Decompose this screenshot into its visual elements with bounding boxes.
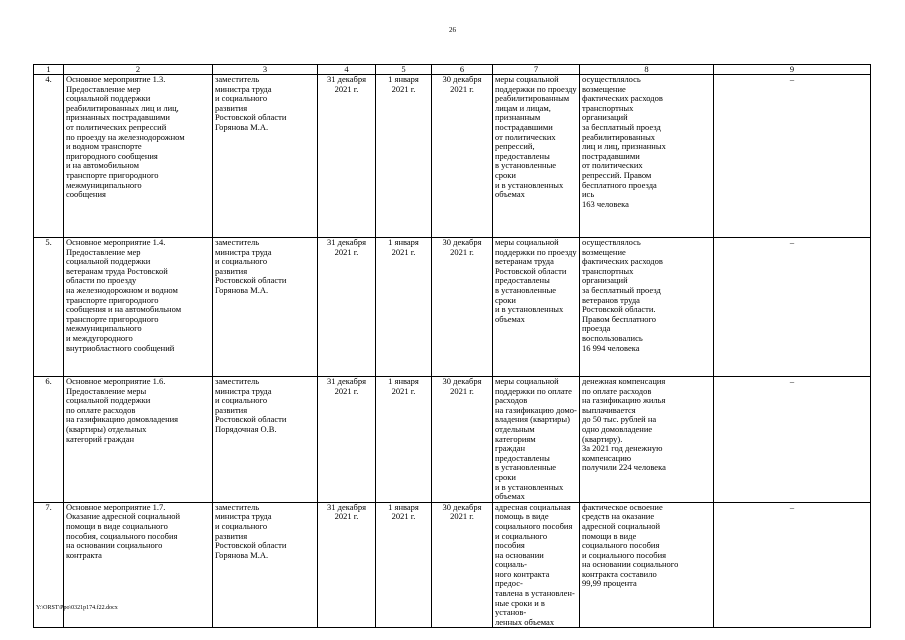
note-cell: – <box>714 75 871 238</box>
start-date-cell: 1 января 2021 г. <box>376 502 432 628</box>
end-date-cell: 30 декабря 2021 г. <box>432 238 493 377</box>
header-cell: 1 <box>34 65 64 75</box>
report-table <box>33 64 871 628</box>
actual-result-cell: фактическое освоение средств на оказание адресной социальной помощи в виде социального пособия и социального пособия на основании социального контракта составило 99,99 процента <box>580 502 714 628</box>
planned-date-cell: 31 декабря 2021 г. <box>318 75 376 238</box>
planned-result-cell: меры социальной поддержки по оплате расходов на газификацию домо- владения (квартиры) отдельным категориям граждан предоставлены в установленные сроки и в установленных объемах <box>493 377 580 503</box>
planned-result-cell: адресная социальная помощь в виде социального пособия и социального пособия на основании социаль- ного контракта предос- тавлена в установлен- ные сроки и в установ- ленных объемах <box>493 502 580 628</box>
table-row <box>34 75 871 238</box>
responsible-cell: заместитель министра труда и социального развития Ростовской области Порядочная О.В. <box>213 377 318 503</box>
table-header-row <box>34 65 871 75</box>
planned-result-cell: меры социальной поддержки по проезду ветеранам труда Ростовской области предоставлены в установленные сроки и в установленных объемах <box>493 238 580 377</box>
note-cell: – <box>714 238 871 377</box>
end-date-cell: 30 декабря 2021 г. <box>432 75 493 238</box>
responsible-cell: заместитель министра труда и социального развития Ростовской области Горянова М.А. <box>213 75 318 238</box>
responsible-cell: заместитель министра труда и социального развития Ростовской области Горянова М.А. <box>213 502 318 628</box>
planned-date-cell: 31 декабря 2021 г. <box>318 502 376 628</box>
note-cell: – <box>714 377 871 503</box>
page-number: 26 <box>449 26 456 34</box>
table-row <box>34 238 871 377</box>
event-cell: Основное мероприятие 1.7. Оказание адресной социальной помощи в виде социального пособия, социального пособия на основании социального контракта <box>64 502 213 628</box>
event-cell: Основное мероприятие 1.4. Предоставление мер социальной поддержки ветеранам труда Ростовской области по проезду на железнодорожном и водном транспорте пригородного сообщения и на автомобильном транспорте пригородного межмуниципального и междугородного внутриобластного сообщений <box>64 238 213 377</box>
end-date-cell: 30 декабря 2021 г. <box>432 502 493 628</box>
event-cell: Основное мероприятие 1.6. Предоставление меры социальной поддержки по оплате расходов на газификацию домовладения (квартиры) отдельных категорий граждан <box>64 377 213 503</box>
row-number: 7. <box>34 502 64 628</box>
start-date-cell: 1 января 2021 г. <box>376 238 432 377</box>
header-cell: 3 <box>213 65 318 75</box>
end-date-cell: 30 декабря 2021 г. <box>432 377 493 503</box>
row-number: 6. <box>34 377 64 503</box>
planned-result-cell: меры социальной поддержки по проезду реабилитированным лицам и лицам, признанным пострадавшими от политических репрессий, предоставлены в установленные сроки и в установленных объемах <box>493 75 580 238</box>
header-cell: 9 <box>714 65 871 75</box>
event-cell: Основное мероприятие 1.3. Предоставление мер социальной поддержки реабилитированных лиц и лиц, признанных пострадавшими от политических репрессий по проезду на железнодорожном и водном транспорте пригородного сообщения и на автомобильном транспорте пригородного межмуниципального сообщения <box>64 75 213 238</box>
actual-result-cell: денежная компенсация по оплате расходов на газификацию жилья выплачивается до 50 тыс. рублей на одно домовладение (квартиру). За 2021 год денежную компенсацию получили 224 человека <box>580 377 714 503</box>
header-cell: 4 <box>318 65 376 75</box>
planned-date-cell: 31 декабря 2021 г. <box>318 238 376 377</box>
header-cell: 8 <box>580 65 714 75</box>
actual-result-cell: осуществлялось возмещение фактических расходов транспортных организаций за бесплатный проезд ветеранов труда Ростовской области. Правом бесплатного проезда воспользовались 16 994 человека <box>580 238 714 377</box>
planned-date-cell: 31 декабря 2021 г. <box>318 377 376 503</box>
file-path-footer: Y:\ORST\Ppo\0321p174.f22.docx <box>36 605 118 611</box>
responsible-cell: заместитель министра труда и социального развития Ростовской области Горянова М.А. <box>213 238 318 377</box>
note-cell: – <box>714 502 871 628</box>
header-cell: 2 <box>64 65 213 75</box>
actual-result-cell: осуществлялось возмещение фактических расходов транспортных организаций за бесплатный проезд реабилитированных лиц и лиц, признанных пострадавшими от политических репрессий. Правом бесплатного проезда ись 163 человека <box>580 75 714 238</box>
header-cell: 5 <box>376 65 432 75</box>
row-number: 4. <box>34 75 64 238</box>
table-row <box>34 502 871 628</box>
start-date-cell: 1 января 2021 г. <box>376 75 432 238</box>
start-date-cell: 1 января 2021 г. <box>376 377 432 503</box>
header-cell: 6 <box>432 65 493 75</box>
row-number: 5. <box>34 238 64 377</box>
table-row <box>34 377 871 503</box>
header-cell: 7 <box>493 65 580 75</box>
